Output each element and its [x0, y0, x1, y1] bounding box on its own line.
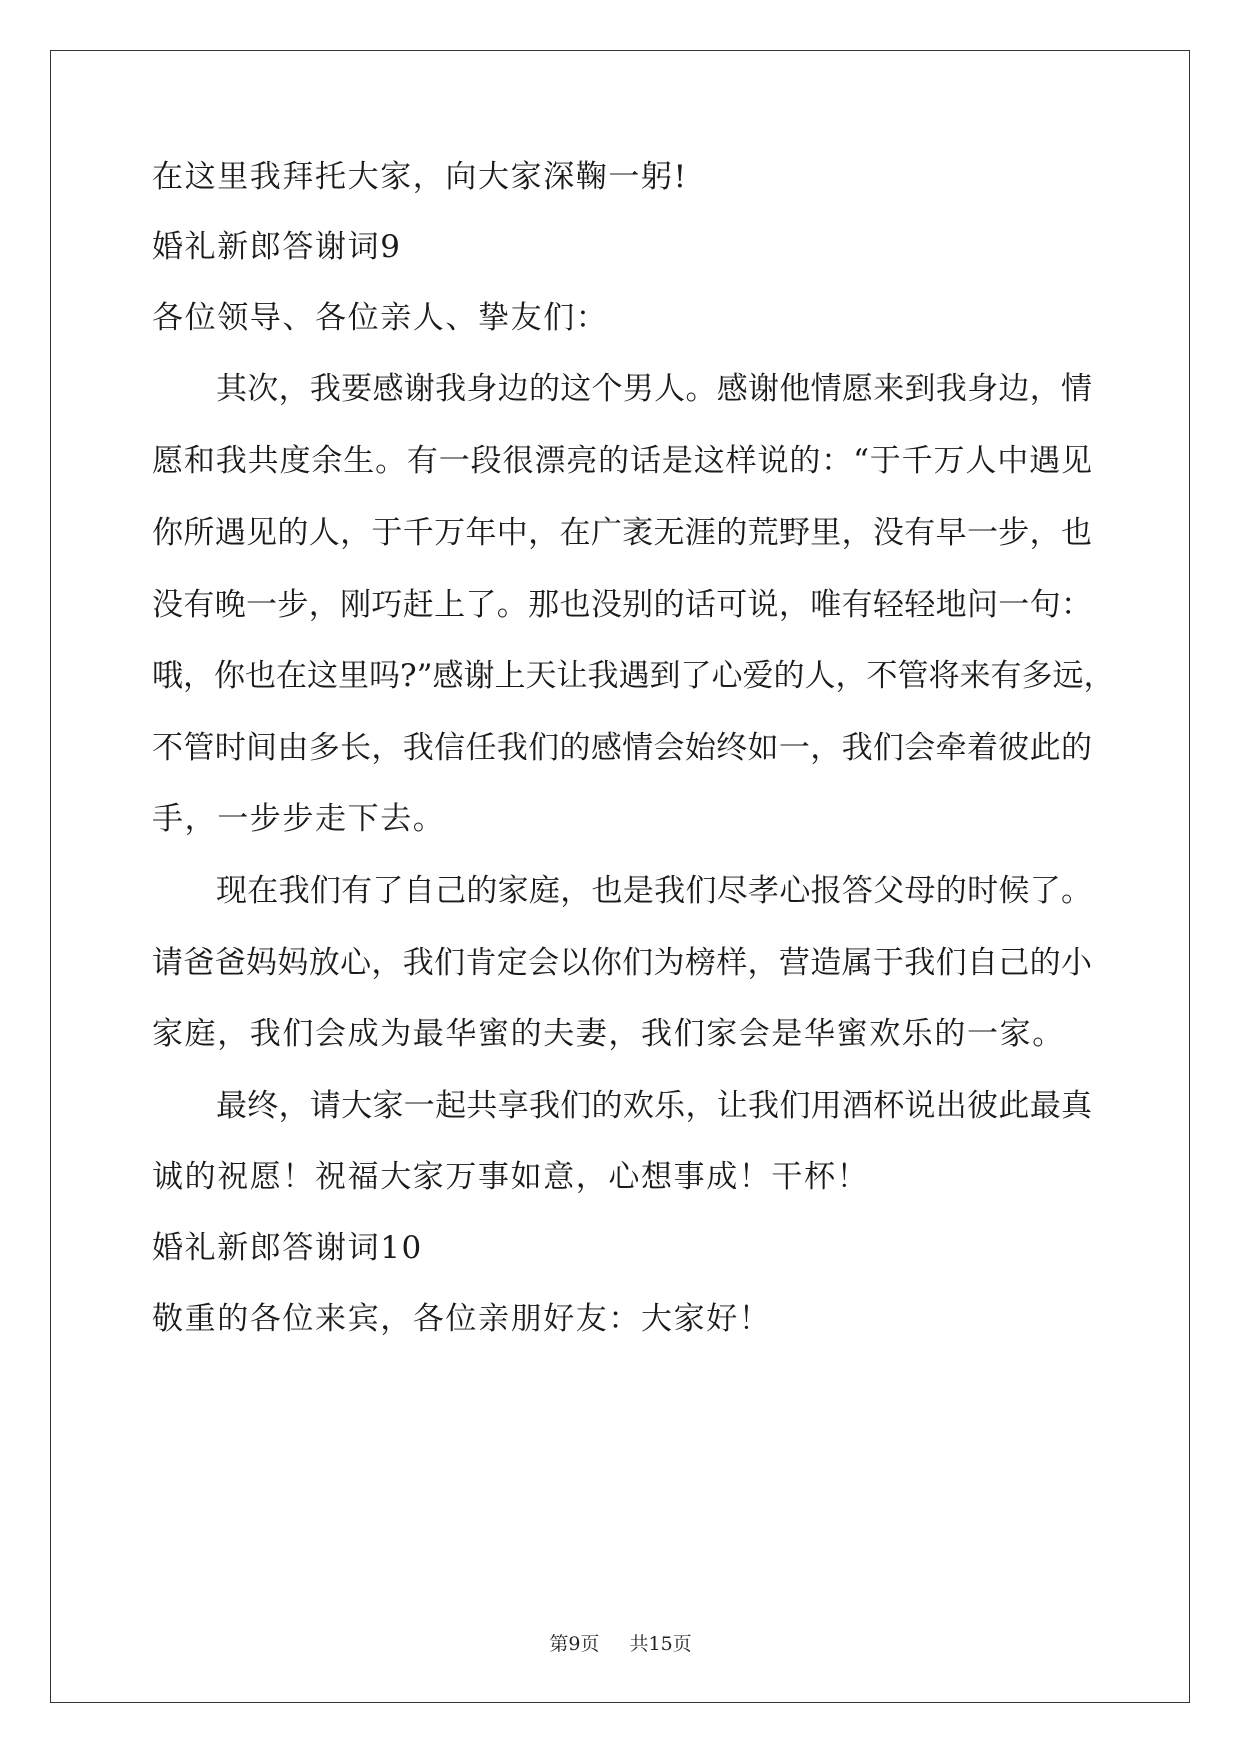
- section-heading: 婚礼新郎答谢词10: [152, 1230, 423, 1266]
- page-number: 第9页: [549, 1633, 600, 1655]
- paragraph-line: 诚的祝愿！祝福大家万事如意，心想事成！干杯！: [152, 1159, 870, 1195]
- paragraph-line: 手，一步步走下去。: [152, 801, 446, 837]
- page-total: 共15页: [629, 1633, 692, 1655]
- paragraph-line: 现在我们有了自己的家庭，也是我们尽孝心报答父母的时候了。: [216, 873, 1092, 909]
- paragraph-line: 哦，你也在这里吗?”感谢上天让我遇到了心爱的人，不管将来有多远，: [152, 658, 1115, 694]
- paragraph-line: 愿和我共度余生。有一段很漂亮的话是这样说的：“于千万人中遇见: [152, 443, 1092, 479]
- paragraph-line: 其次，我要感谢我身边的这个男人。感谢他情愿来到我身边，情: [216, 371, 1092, 407]
- section-heading: 婚礼新郎答谢词9: [152, 229, 402, 265]
- salutation: 敬重的各位来宾，各位亲朋好友：大家好！: [152, 1301, 772, 1337]
- salutation: 各位领导、各位亲人、挚友们：: [152, 300, 609, 336]
- paragraph-line: 请爸爸妈妈放心，我们肯定会以你们为榜样，营造属于我们自己的小: [152, 945, 1092, 981]
- paragraph-line: 没有晚一步，刚巧赶上了。那也没别的话可说，唯有轻轻地问一句：: [152, 587, 1092, 623]
- paragraph-line: 不管时间由多长，我信任我们的感情会始终如一，我们会牵着彼此的: [152, 730, 1092, 766]
- page-footer: [0, 1632, 1241, 1656]
- paragraph-line: 你所遇见的人，于千万年中，在广袤无涯的荒野里，没有早一步，也: [152, 515, 1092, 551]
- text-line: 在这里我拜托大家，向大家深鞠一躬!: [152, 159, 688, 195]
- paragraph-line: 最终，请大家一起共享我们的欢乐，让我们用酒杯说出彼此最真: [216, 1088, 1092, 1124]
- paragraph-line: 家庭，我们会成为最华蜜的夫妻，我们家会是华蜜欢乐的一家。: [152, 1016, 1065, 1052]
